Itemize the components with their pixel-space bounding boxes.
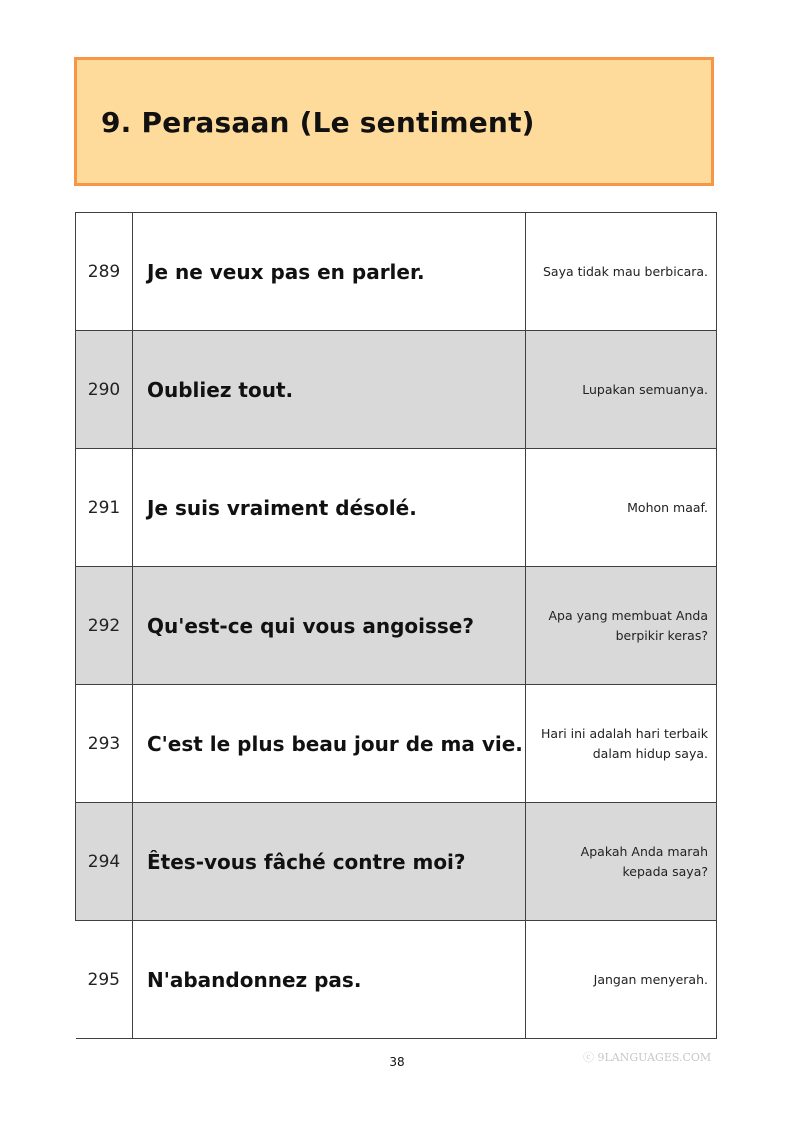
indonesian-text: Saya tidak mau berbicara. xyxy=(542,263,708,279)
indonesian-text: Apa yang membuat Anda berpikir keras? xyxy=(548,607,708,643)
indonesian-translation xyxy=(526,213,717,331)
phrase-number: 289 xyxy=(76,213,133,331)
indonesian-translation xyxy=(526,685,717,803)
indonesian-text: Apakah Anda marah kepada saya? xyxy=(580,843,708,879)
table-row xyxy=(76,213,717,331)
section-title: 9. Perasaan (Le sentiment) xyxy=(101,106,535,139)
french-phrase: Êtes-vous fâché contre moi? xyxy=(133,803,526,921)
indonesian-translation xyxy=(526,567,717,685)
indonesian-translation xyxy=(526,921,717,1039)
phrase-number: 294 xyxy=(76,803,133,921)
french-phrase: N'abandonnez pas. xyxy=(133,921,526,1039)
indonesian-text: Mohon maaf. xyxy=(627,499,708,515)
indonesian-text: Lupakan semuanya. xyxy=(582,381,708,397)
table-row xyxy=(76,921,717,1039)
phrase-table xyxy=(75,212,717,1039)
indonesian-text: Hari ini adalah hari terbaik dalam hidup saya. xyxy=(541,725,708,761)
table-row xyxy=(76,803,717,921)
copyright-watermark: ⓒ 9LANGUAGES.COM xyxy=(583,1051,712,1064)
french-phrase: Qu'est-ce qui vous angoisse? xyxy=(133,567,526,685)
french-phrase: Je ne veux pas en parler. xyxy=(133,213,526,331)
phrase-number: 293 xyxy=(76,685,133,803)
page-number: 38 xyxy=(389,1055,405,1069)
phrase-number: 295 xyxy=(76,921,133,1039)
table-row xyxy=(76,567,717,685)
french-phrase: C'est le plus beau jour de ma vie. xyxy=(133,685,526,803)
french-phrase: Oubliez tout. xyxy=(133,331,526,449)
table-row xyxy=(76,449,717,567)
section-title-box xyxy=(74,57,714,186)
french-phrase: Je suis vraiment désolé. xyxy=(133,449,526,567)
indonesian-translation xyxy=(526,803,717,921)
indonesian-text: Jangan menyerah. xyxy=(593,971,708,987)
phrase-number: 292 xyxy=(76,567,133,685)
phrase-number: 291 xyxy=(76,449,133,567)
indonesian-translation xyxy=(526,449,717,567)
table-row xyxy=(76,685,717,803)
phrase-number: 290 xyxy=(76,331,133,449)
indonesian-translation xyxy=(526,331,717,449)
table-row xyxy=(76,331,717,449)
